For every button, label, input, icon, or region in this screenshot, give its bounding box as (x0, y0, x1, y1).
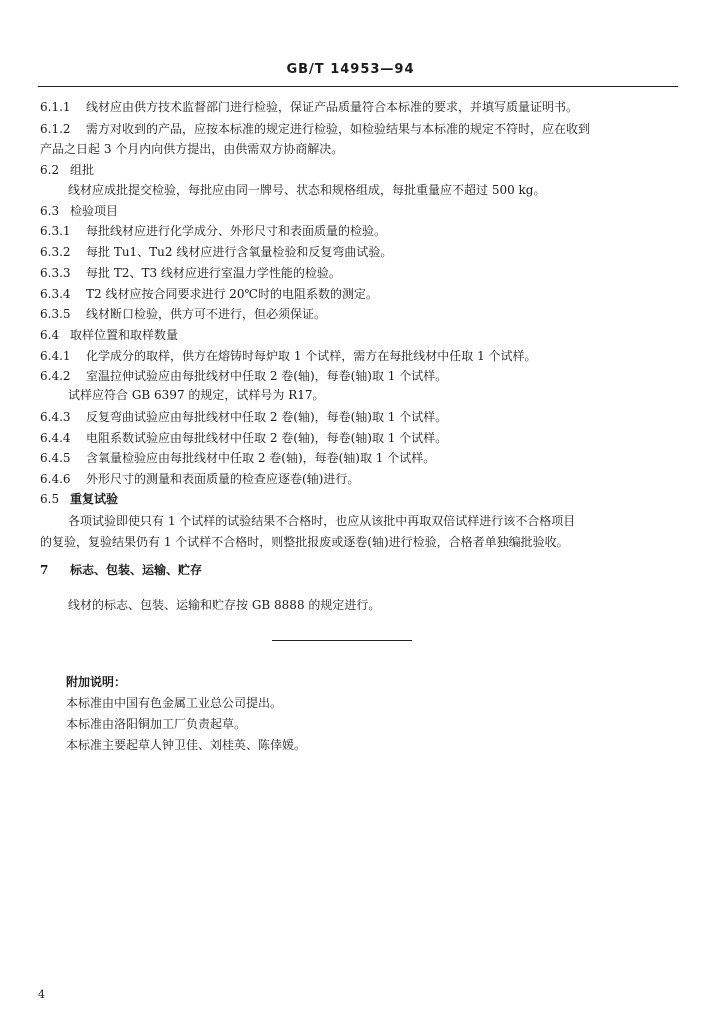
clause-number: 6.3.3 (40, 266, 71, 280)
heading-6-5 (40, 491, 680, 507)
clause-text: 标志、包装、运输、贮存 (70, 563, 203, 577)
clause-6-4-2 (40, 368, 680, 384)
heading-6-4 (40, 327, 680, 343)
clause-number: 6.5 (40, 492, 60, 506)
clause-number: 6.3.2 (40, 245, 71, 259)
page-number: 4 (38, 988, 45, 1001)
clause-text: 需方对收到的产品，应按本标准的规定进行检验，如检验结果与本标准的规定不符时，应在收到 (86, 122, 591, 136)
clause-text: 室温拉伸试验应由每批线材中任取 2 卷(轴)，每卷(轴)取 1 个试样。 (86, 369, 448, 383)
clause-number: 6.4 (40, 328, 60, 342)
clause-text: 反复弯曲试验应由每批线材中任取 2 卷(轴)，每卷(轴)取 1 个试样。 (86, 410, 448, 424)
clause-6-1-2-cont: 产品之日起 3 个月内向供方提出，由供需双方协商解决。 (40, 142, 344, 156)
clause-6-3-1 (40, 223, 680, 239)
clause-number: 6.3 (40, 204, 60, 218)
clause-text: T2 线材应按合同要求进行 20℃时的电阻系数的测定。 (86, 287, 378, 301)
clause-text: 线材应由供方技术监督部门进行检验，保证产品质量符合本标准的要求，并填写质量证明书。 (86, 100, 579, 114)
clause-6-4-2-cont: 试样应符合 GB 6397 的规定，试样号为 R17。 (68, 388, 325, 402)
clause-number: 6.1.1 (40, 100, 71, 114)
clause-number: 6.2 (40, 163, 60, 177)
clause-number: 6.4.6 (40, 472, 71, 486)
heading-6-3 (40, 203, 680, 219)
standard-code-header: GB/T 14953—94 (286, 62, 415, 77)
clause-number: 6.4.3 (40, 410, 71, 424)
clause-text: 每批 T2、T3 线材应进行室温力学性能的检验。 (86, 266, 341, 280)
clause-6-3-4 (40, 286, 680, 302)
clause-text: 每批线材应进行化学成分、外形尺寸和表面质量的检验。 (86, 224, 387, 238)
clause-text: 重复试验 (70, 492, 119, 506)
clause-text: 取样位置和取样数量 (70, 328, 179, 342)
clause-6-4-3 (40, 409, 680, 425)
clause-number: 6.3.5 (40, 307, 71, 321)
clause-6-3-3 (40, 265, 680, 281)
clause-number: 6.4.2 (40, 369, 71, 383)
heading-6-2 (40, 162, 680, 178)
clause-6-4-6 (40, 471, 680, 487)
clause-text: 组批 (70, 163, 95, 177)
clause-number: 6.3.4 (40, 287, 71, 301)
notes-title: 附加说明： (66, 675, 127, 689)
clause-6-4-1 (40, 348, 680, 364)
clause-6-1-2 (40, 121, 680, 137)
clause-6-5-text: 各项试验即使只有 1 个试样的试验结果不合格时，也应从该批中再取双倍试样进行该不合格项目 (68, 514, 576, 528)
clause-number: 6.4.4 (40, 431, 71, 445)
clause-text: 化学成分的取样，供方在熔铸时每炉取 1 个试样，需方在每批线材中任取 1 个试样。 (86, 349, 537, 363)
heading-7 (40, 562, 680, 578)
clause-6-4-5 (40, 450, 680, 466)
header-rule (38, 86, 678, 87)
clause-number: 6.3.1 (40, 224, 71, 238)
clause-number: 6.4.1 (40, 349, 71, 363)
note-line-2: 本标准由洛阳铜加工厂负责起草。 (66, 717, 247, 731)
clause-7-text: 线材的标志、包装、运输和贮存按 GB 8888 的规定进行。 (68, 598, 381, 612)
clause-6-4-4 (40, 430, 680, 446)
clause-text: 线材断口检验，供方可不进行，但必须保证。 (86, 307, 327, 321)
clause-text: 每批 Tu1、Tu2 线材应进行含氧量检验和反复弯曲试验。 (86, 245, 393, 259)
clause-text: 含氧量检验应由每批线材中任取 2 卷(轴)，每卷(轴)取 1 个试样。 (86, 451, 436, 465)
clause-6-3-5 (40, 306, 680, 322)
clause-number: 6.1.2 (40, 122, 71, 136)
clause-6-5-text-cont: 的复验，复验结果仍有 1 个试样不合格时，则整批报废或逐卷(轴)进行检验，合格者单独编批验收。 (40, 535, 569, 549)
clause-text: 电阻系数试验应由每批线材中任取 2 卷(轴)，每卷(轴)取 1 个试样。 (86, 431, 448, 445)
clause-6-1-1 (40, 99, 680, 115)
clause-number: 7 (40, 563, 49, 577)
clause-text: 检验项目 (70, 204, 119, 218)
clause-text: 外形尺寸的测量和表面质量的检查应逐卷(轴)进行。 (86, 472, 360, 486)
clause-6-2-text: 线材应成批提交检验，每批应由同一牌号、状态和规格组成，每批重量应不超过 500 kg。 (68, 183, 546, 197)
end-rule (272, 640, 412, 641)
note-line-1: 本标准由中国有色金属工业总公司提出。 (66, 696, 283, 710)
clause-6-3-2 (40, 244, 680, 260)
note-line-3: 本标准主要起草人钟卫佳、刘桂英、陈倖媛。 (66, 738, 307, 752)
clause-number: 6.4.5 (40, 451, 71, 465)
